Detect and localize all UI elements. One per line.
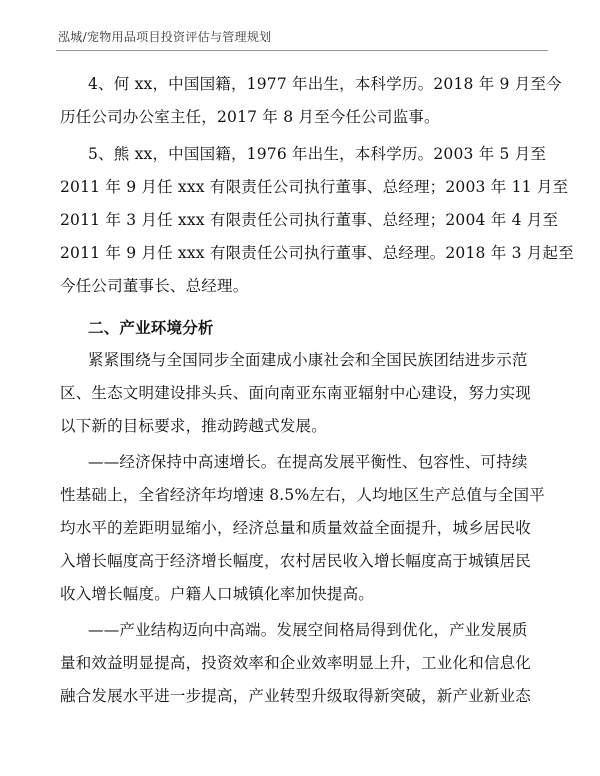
text-line: 性基础上，全省经济年均增速 8.5%左右，人均地区生产总值与全国平 xyxy=(60,486,545,504)
text-line: 以下新的目标要求，推动跨越式发展。 xyxy=(60,417,327,435)
page-header: 泓城/宠物用品项目投资评估与管理规划 xyxy=(58,30,272,44)
document-body xyxy=(60,68,574,713)
text-line: 今任公司董事长、总经理。 xyxy=(60,277,249,295)
text-line: ——产业结构迈向中高端。发展空间格局得到优化，产业发展质 xyxy=(88,621,528,639)
paragraph-director-5 xyxy=(60,138,574,303)
text-line: 融合发展水平进一步提高，产业转型升级取得新突破，新产业新业态 xyxy=(60,687,532,705)
text-line: 2011 年 9 月任 xxx 有限责任公司执行董事、总经理。2018 年 3 月起至 xyxy=(60,244,574,262)
text-line: 区、生态文明建设排头兵、面向南亚东南亚辐射中心建设，努力实现 xyxy=(60,384,532,402)
text-line: 5、熊 xx，中国国籍，1976 年出生，本科学历。2003 年 5 月至 xyxy=(88,145,547,163)
paragraph-director-4 xyxy=(60,68,562,134)
body-paragraph xyxy=(60,446,548,611)
body-paragraph xyxy=(60,614,548,713)
text-line: 4、何 xx，中国国籍，1977 年出生，本科学历。2018 年 9 月至今 xyxy=(88,75,562,93)
text-line: 入增长幅度高于经济增长幅度，农村居民收入增长幅度高于城镇居民 xyxy=(60,552,532,570)
text-line: 收入增长幅度。户籍人口城镇化率加快提高。 xyxy=(60,585,375,603)
text-line: 均水平的差距明显缩小，经济总量和质量效益全面提升，城乡居民收 xyxy=(60,519,532,537)
text-line: 紧紧围绕与全国同步全面建成小康社会和全国民族团结进步示范 xyxy=(88,351,528,369)
body-paragraph xyxy=(60,344,548,443)
text-line: 2011 年 9 月任 xxx 有限责任公司执行董事、总经理；2003 年 11 月至 xyxy=(60,178,569,196)
text-line: 历任公司办公室主任，2017 年 8 月至今任公司监事。 xyxy=(60,108,440,126)
header-divider xyxy=(56,50,548,51)
text-line: ——经济保持中高速增长。在提高发展平衡性、包容性、可持续 xyxy=(88,453,528,471)
text-line: 量和效益明显提高，投资效率和企业效率明显上升，工业化和信息化 xyxy=(60,654,532,672)
text-line: 2011 年 3 月任 xxx 有限责任公司执行董事、总经理；2004 年 4 月至 xyxy=(60,211,559,229)
section-heading: 二、产业环境分析 xyxy=(88,318,214,337)
